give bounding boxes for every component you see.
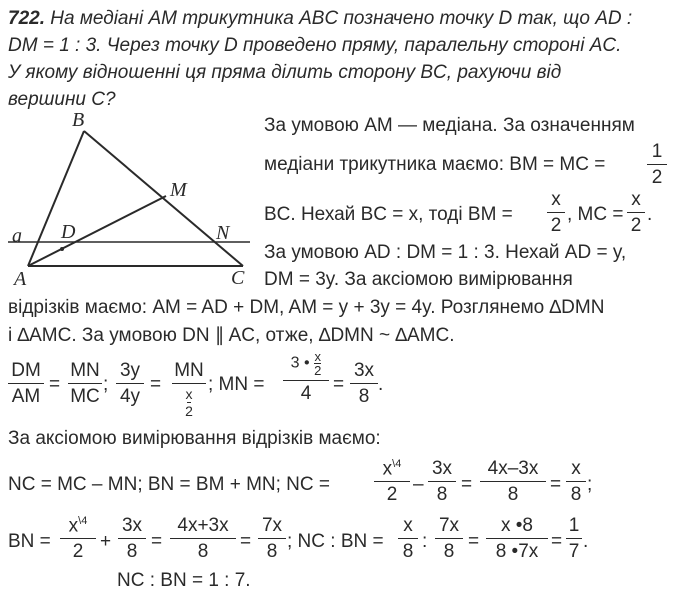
frac-1-7: 1 7	[566, 516, 582, 561]
fraction-half: 1 2	[647, 142, 667, 187]
frac-x-8: x 8	[566, 459, 586, 504]
side-ab	[28, 131, 84, 266]
label-b: B	[72, 109, 85, 131]
frac-4x-plus-3x: 4x+3x 8	[170, 516, 236, 561]
solution-line-8: За аксіомою вимірювання відрізків маємо:	[8, 428, 381, 449]
label-n: N	[216, 222, 230, 244]
frac-x-2: $x^{\backslash 4}$ 2	[374, 459, 410, 504]
label-c: C	[231, 267, 245, 289]
frac-7x-8b: 7x 8	[435, 516, 463, 561]
frac-mn-x2: MN $\frac{x}{2}$	[172, 361, 206, 420]
problem-line-2: DM = 1 : 3. Через точку D проведено пряму, паралельну стороні AC.	[8, 35, 622, 56]
solution-line-3: BC. Нехай BC = x, тоді BM =	[264, 204, 513, 225]
frac-3x-8: 3x 8	[350, 361, 378, 406]
solution-line-2: медіани трикутника маємо: BM = MC =	[264, 154, 606, 175]
frac-dm-am: DM AM	[8, 361, 44, 406]
problem-line-1: 722. На медіані AM трикутника ABC позначено точку D так, що AD :	[8, 8, 633, 29]
median-am	[28, 196, 166, 266]
problem-number: 722.	[8, 8, 45, 29]
frac-3y-4y: 3y 4y	[116, 361, 144, 406]
problem-line-4: вершини C?	[8, 89, 116, 110]
fraction-bm: x 2	[547, 190, 565, 235]
solution-line-7: і ∆AMC. За умовою DN ∥ AC, отже, ∆DMN ~ ∆AMC.	[8, 325, 455, 346]
solution-line-1: За умовою AM — медіана. За означенням	[264, 115, 635, 136]
frac-4x-3x: 4x–3x 8	[480, 459, 546, 504]
label-m: M	[170, 179, 187, 201]
answer: NC : BN = 1 : 7.	[117, 570, 251, 591]
frac-mn-mc: MN MC	[68, 361, 102, 406]
solution-line-3-end: .	[647, 204, 653, 225]
frac-3x2-4: 3 • $\frac{x}{2}$ 4	[283, 350, 329, 403]
solution-line-6: відрізків маємо: AM = AD + DM, AM = y + 3y = 4y. Розглянемо ∆DMN	[8, 297, 605, 318]
label-a-line: a	[12, 225, 22, 247]
frac-x-2b: $x^{\backslash 4}$ 2	[60, 516, 96, 561]
problem-line-3: У якому відношенні ця пряма ділить сторону BC, рахуючи від	[8, 62, 562, 83]
solution-line-3-mc: , MC =	[567, 204, 624, 225]
label-a: A	[14, 268, 27, 290]
label-d: D	[61, 221, 76, 243]
frac-3x-8c: 3x 8	[118, 516, 146, 561]
point-d	[60, 247, 64, 251]
frac-3x-8b: 3x 8	[428, 459, 456, 504]
frac-7x-8: 7x 8	[258, 516, 286, 561]
fraction-mc: x 2	[627, 190, 645, 235]
solution-line-5: DM = 3y. За аксіомою вимірювання	[264, 269, 573, 290]
frac-x-8b: x 8	[398, 516, 418, 561]
side-bc	[84, 131, 243, 266]
solution-line-4: За умовою AD : DM = 1 : 3. Нехай AD = y,	[264, 242, 627, 263]
frac-x8-87x: x •8 8 •7x	[486, 516, 548, 561]
